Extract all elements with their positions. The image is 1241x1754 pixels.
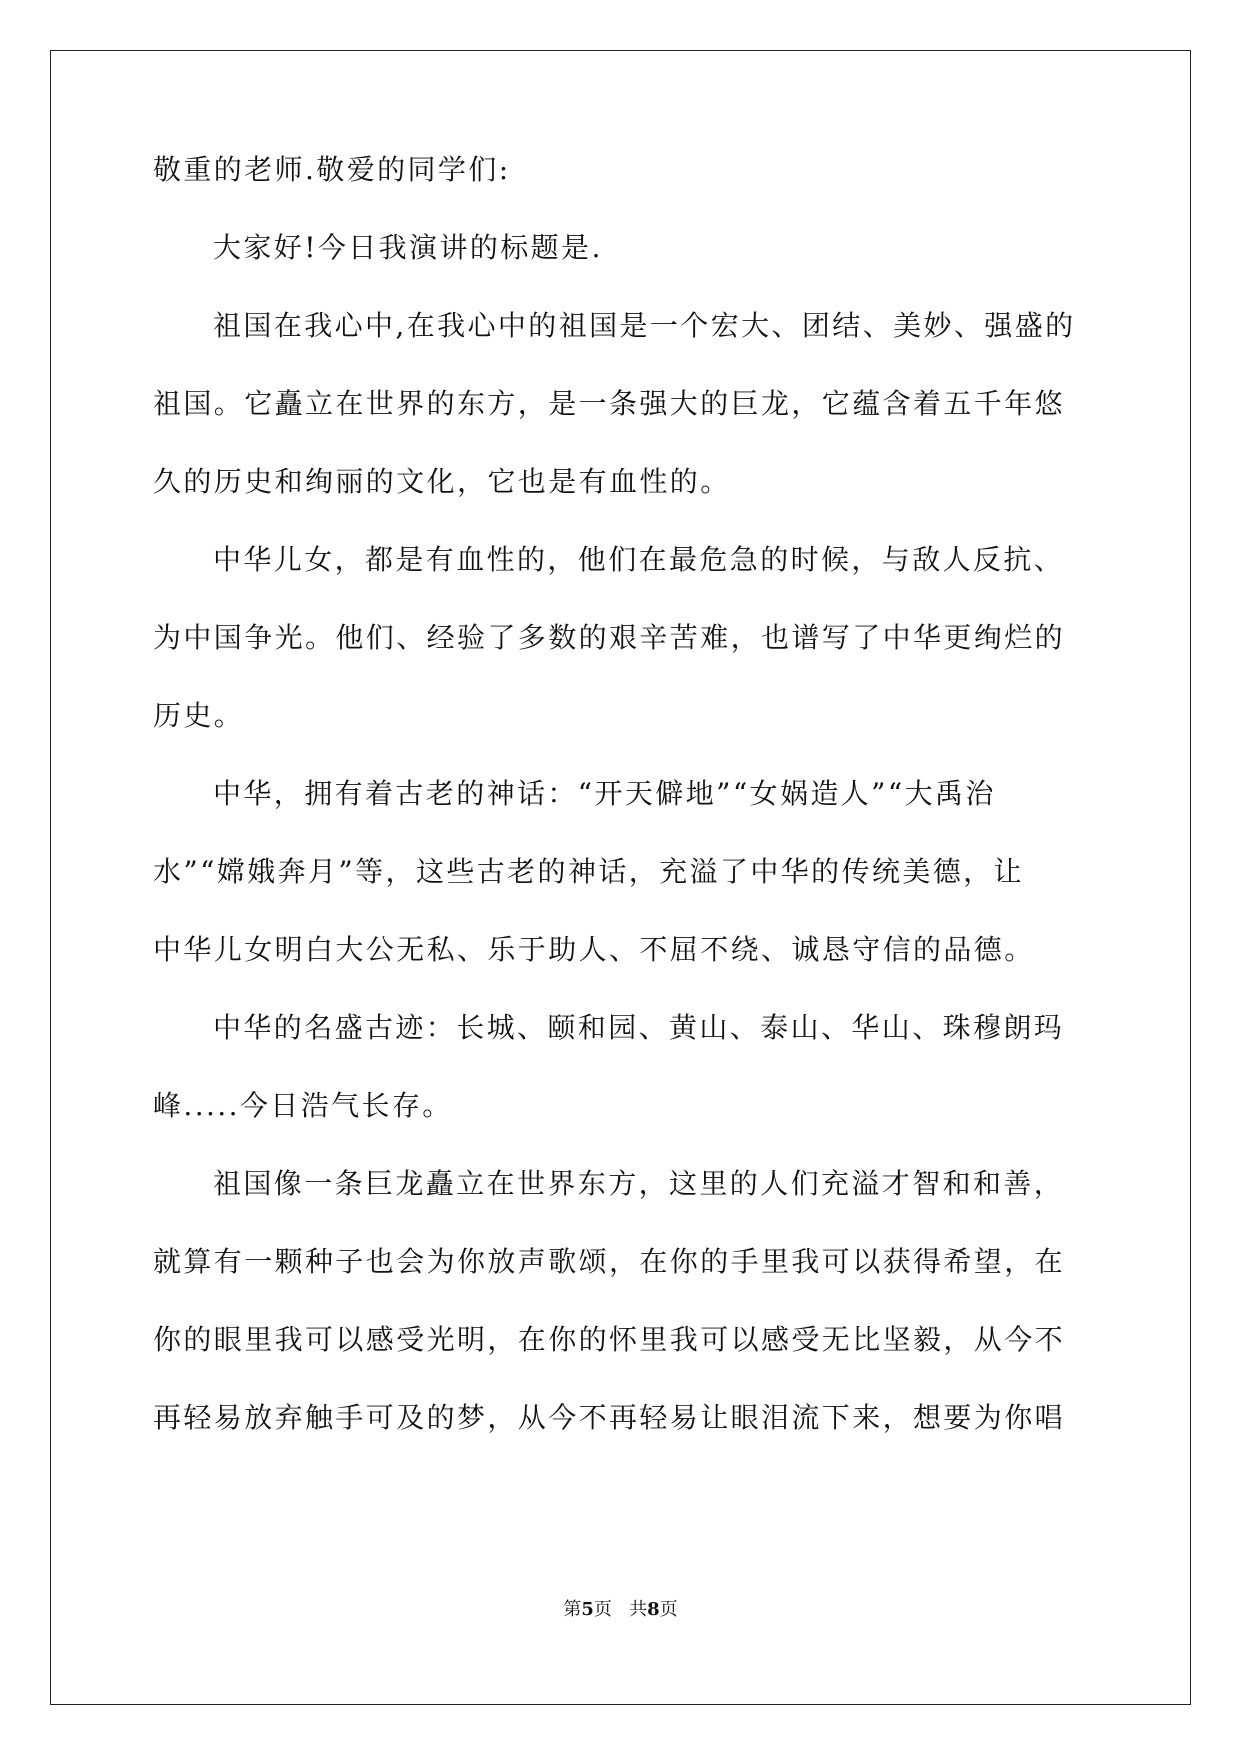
total-page-number: 8 xyxy=(647,1599,660,1620)
current-page-number: 5 xyxy=(581,1599,594,1620)
paragraph-line: 中华儿女明白大公无私、乐于助人、不屈不绕、诚恳守信的品德。 xyxy=(153,933,1035,966)
page-footer xyxy=(0,1598,1241,1622)
paragraph-line: 祖国在我心中,在我心中的祖国是一个宏大、团结、美妙、强盛的 xyxy=(213,309,1076,342)
footer-total-unit: 页 xyxy=(659,1599,678,1620)
paragraph-line: 历史。 xyxy=(153,699,245,732)
paragraph-line: 为中国争光。他们、经验了多数的艰辛苦难，也谱写了中华更绚烂的 xyxy=(153,621,1066,654)
greeting-line: 大家好!今日我演讲的标题是. xyxy=(213,231,603,264)
paragraph-line: 久的历史和绚丽的文化，它也是有血性的。 xyxy=(153,465,731,498)
paragraph-line: 就算有一颗种子也会为你放声歌颂，在你的手里我可以获得希望，在 xyxy=(153,1245,1066,1278)
paragraph-line: 中华，拥有着古老的神话：“开天僻地”“女娲造人”“大禹治 xyxy=(213,777,996,810)
paragraph-line: 你的眼里我可以感受光明，在你的怀里我可以感受无比坚毅，从今不 xyxy=(153,1323,1066,1356)
paragraph-line: 祖国像一条巨龙矗立在世界东方，这里的人们充溢才智和和善， xyxy=(213,1167,1065,1200)
footer-prefix: 第 xyxy=(563,1599,582,1620)
paragraph-line: 中华的名盛古迹：长城、颐和园、黄山、泰山、华山、珠穆朗玛 xyxy=(213,1011,1065,1044)
paragraph-line: 中华儿女，都是有血性的，他们在最危急的时候，与敌人反抗、 xyxy=(213,543,1065,576)
footer-page-unit: 页 xyxy=(593,1599,612,1620)
paragraph-line: 祖国。它矗立在世界的东方，是一条强大的巨龙，它蕴含着五千年悠 xyxy=(153,387,1066,420)
paragraph-line: 再轻易放弃触手可及的梦，从今不再轻易让眼泪流下来，想要为你唱 xyxy=(153,1401,1066,1434)
paragraph-line: 峰.....今日浩气长存。 xyxy=(153,1089,453,1122)
salutation-line: 敬重的老师.敬爱的同学们: xyxy=(153,153,511,186)
footer-total-prefix: 共 xyxy=(629,1599,648,1620)
paragraph-line: 水”“嫦娥奔月”等，这些古老的神话，充溢了中华的传统美德，让 xyxy=(153,855,1024,888)
